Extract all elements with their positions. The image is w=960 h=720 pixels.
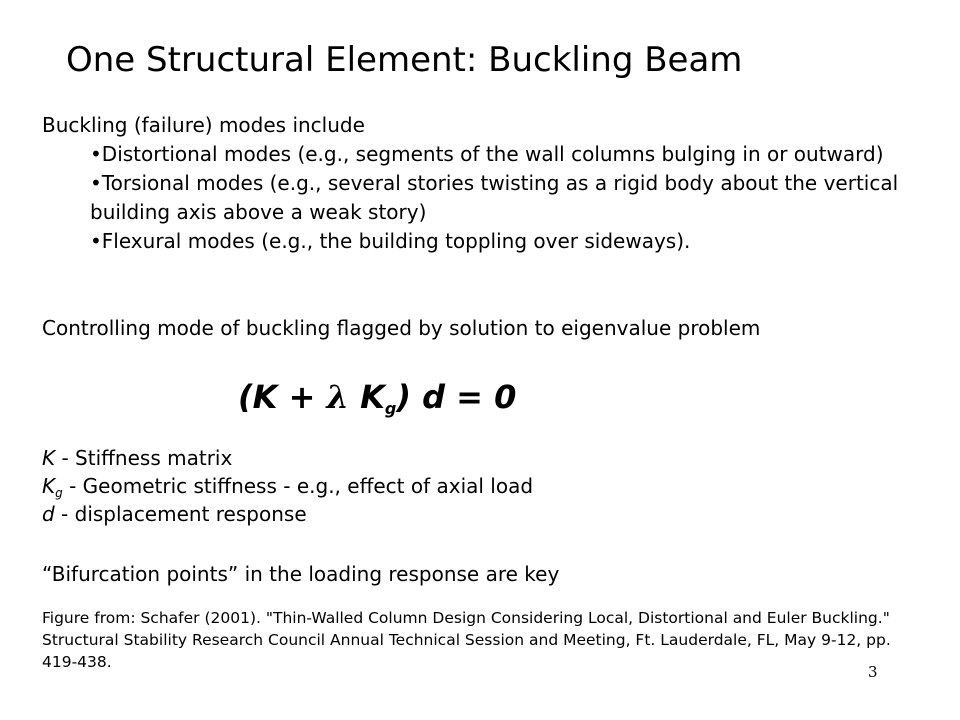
lambda-symbol: λ <box>326 378 349 416</box>
equation-open: (K + <box>238 378 327 416</box>
bifurcation-text: “Bifurcation points” in the loading response are key <box>42 562 560 586</box>
bullet-list <box>90 140 920 256</box>
bullet-item-torsional <box>90 169 920 227</box>
bullet-text: Flexural modes (e.g., the building toppling over sideways). <box>101 229 691 253</box>
eigenvalue-equation <box>238 375 516 431</box>
bullet-item-distortional <box>90 140 920 169</box>
definition-symbol: d <box>42 502 55 526</box>
bullet-item-flexural <box>90 227 920 256</box>
bullet-text: Distortional modes (e.g., segments of the wall columns bulging in or outward) <box>101 142 884 166</box>
bullet-text: Torsional modes (e.g., several stories twisting as a rigid body about the vertical building axis above a weak story) <box>90 171 899 224</box>
definition-text: - displacement response <box>54 502 307 526</box>
intro-text: Buckling (failure) modes include <box>42 113 365 137</box>
definition-text: - Stiffness matrix <box>55 446 233 470</box>
equation-subscript: g <box>384 399 397 418</box>
bullet-marker: • <box>90 142 102 166</box>
definition-subscript: g <box>55 486 63 500</box>
definition-text: - Geometric stiffness - e.g., effect of axial load <box>62 474 534 498</box>
equation-close: ) d = 0 <box>396 378 517 416</box>
bullet-marker: • <box>90 229 102 253</box>
definition-symbol: K <box>42 446 56 470</box>
page-number: 3 <box>868 663 878 681</box>
definition-displacement <box>42 500 307 528</box>
definition-symbol: K <box>42 474 56 498</box>
equation-k: K <box>348 378 385 416</box>
controlling-mode-text: Controlling mode of buckling flagged by solution to eigenvalue problem <box>42 316 761 340</box>
figure-citation: Figure from: Schafer (2001). "Thin-Walled Column Design Considering Local, Distortional and Euler Buckling." Structural Stability Research Council Annual Technical Session and Meeting, Ft. Lauderdale, FL, May 9-12, pp. 419-438. <box>42 609 891 671</box>
bullet-marker: • <box>90 171 102 195</box>
slide-title: One Structural Element: Buckling Beam <box>66 40 743 80</box>
definition-stiffness <box>42 444 232 472</box>
